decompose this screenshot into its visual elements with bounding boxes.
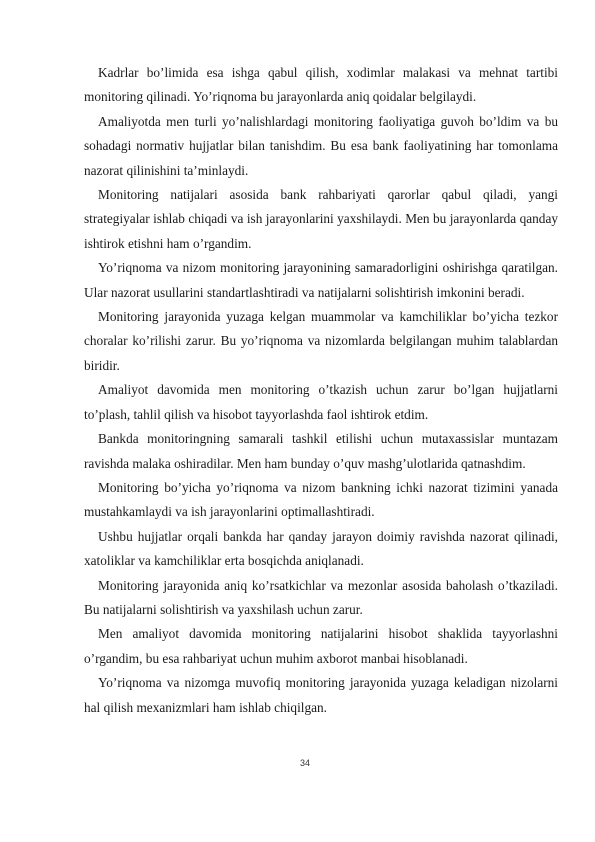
document-body	[84, 61, 558, 720]
paragraph: Monitoring bo’yicha yo’riqnoma va nizom bankning ichki nazorat tizimini yanada mustahkamlaydi va ish jarayonlarini optimallashtiradi.	[84, 479, 558, 520]
page-number: 34	[299, 758, 310, 768]
paragraph: Monitoring jarayonida aniq ko’rsatkichlar va mezonlar asosida baholash o’tkaziladi. Bu natijalarni solishtirish va yaxshilash uchun zarur.	[84, 577, 558, 617]
paragraph: Yo’riqnoma va nizom monitoring jarayonining samaradorligini oshirishga qaratilgan. Ular nazorat usullarini standartlashtiradi va natijalarni solishtirish imkonini beradi.	[84, 260, 558, 300]
paragraph: Kadrlar bo’limida esa ishga qabul qilish, xodimlar malakasi va mehnat tartibi monitoring qilinadi. Yo’riqnoma bu jarayonlarda aniq qoidalar belgilaydi.	[84, 65, 558, 105]
paragraph: Amaliyot davomida men monitoring o’tkazish uchun zarur bo’lgan hujjatlarni to’plash, tahlil qilish va hisobot tayyorlashda faol ishtirok etdim.	[84, 382, 558, 422]
paragraph: Monitoring natijalari asosida bank rahbariyati qarorlar qabul qiladi, yangi strategiyalar ishlab chiqadi va ish jarayonlarini yaxshilaydi. Men bu jarayonlarda qanday ishtirok etishni ham o’rgandim.	[84, 187, 558, 251]
paragraph: Amaliyotda men turli yo’nalishlardagi monitoring faoliyatiga guvoh bo’ldim va bu sohadagi normativ hujjatlar bilan tanishdim. Bu esa bank faoliyatining har tomonlama nazorat qilinishini ta’minlaydi.	[84, 113, 558, 178]
paragraph: Bankda monitoringning samarali tashkil etilishi uchun mutaxassislar muntazam ravishda malaka oshiradilar. Men ham bunday o’quv mashg’ulotlarida qatnashdim.	[84, 431, 558, 471]
paragraph: Men amaliyot davomida monitoring natijalarini hisobot shaklida tayyorlashni o’rgandim, bu esa rahbariyat uchun muhim axborot manbai hisoblanadi.	[84, 626, 558, 666]
paragraph: Yo’riqnoma va nizomga muvofiq monitoring jarayonida yuzaga keladigan nizolarni hal qilish mexanizmlari ham ishlab chiqilgan.	[84, 675, 558, 715]
paragraph: Monitoring jarayonida yuzaga kelgan muammolar va kamchiliklar bo’yicha tezkor choralar ko’rilishi zarur. Bu yo’riqnoma va nizomlarda belgilangan muhim talablardan biridir.	[84, 309, 558, 373]
paragraph: Ushbu hujjatlar orqali bankda har qanday jarayon doimiy ravishda nazorat qilinadi, xatoliklar va kamchiliklar erta bosqichda aniqlanadi.	[84, 528, 558, 569]
